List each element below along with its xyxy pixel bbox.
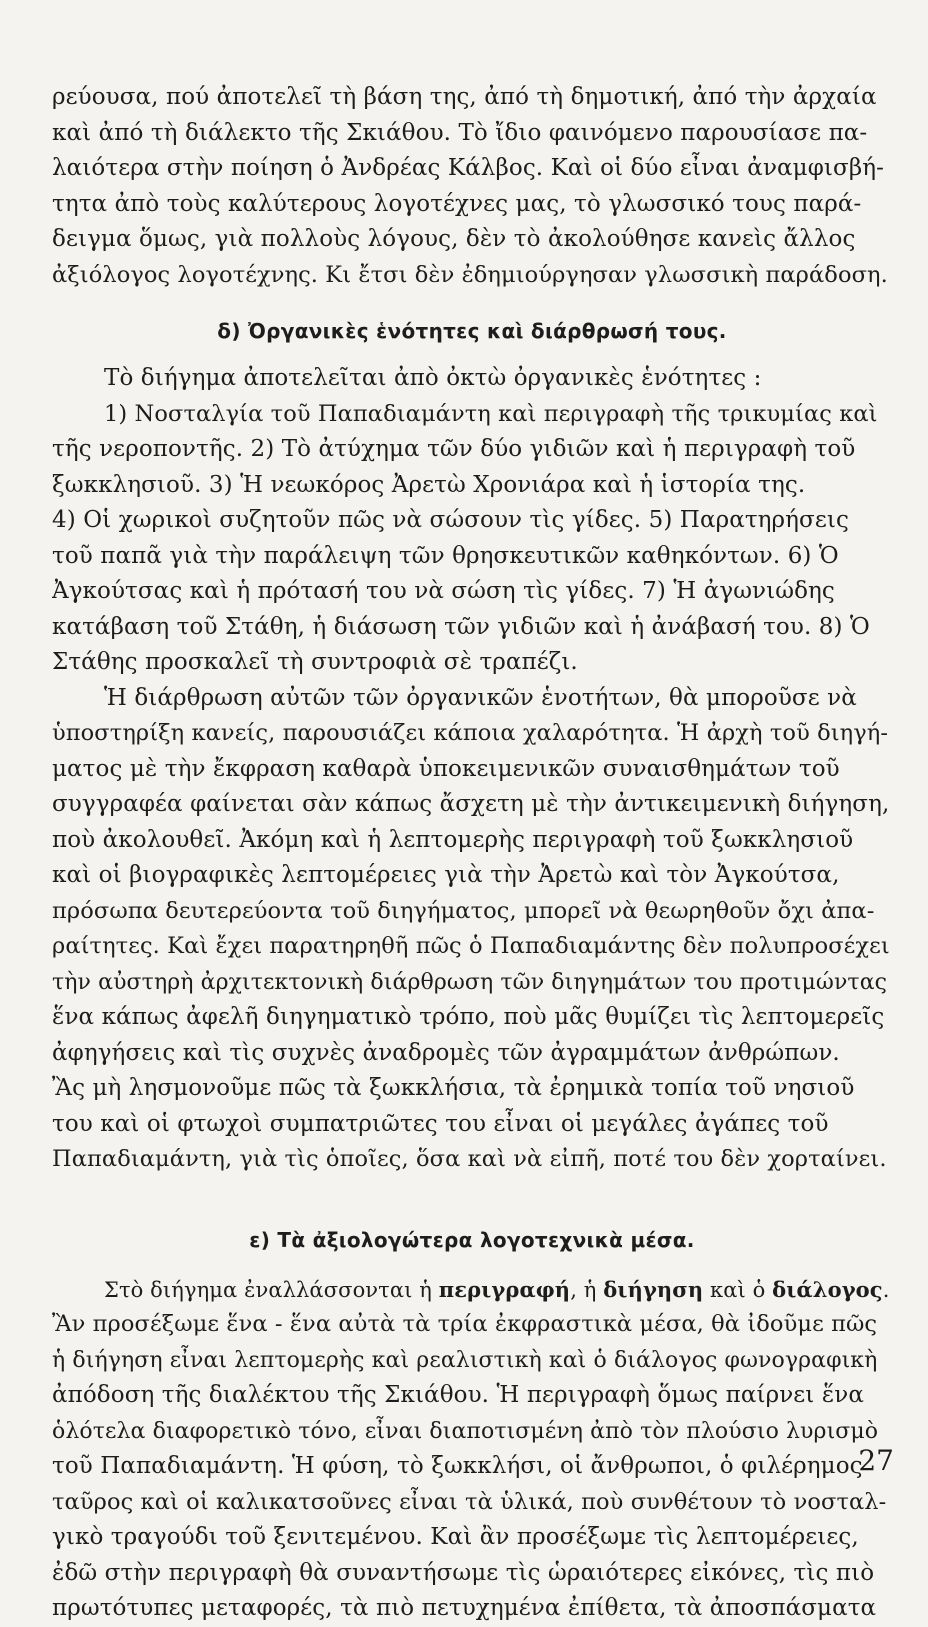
text-line: Ἡ διάρθρωση αὐτῶν τῶν ὀργανικῶν ἑνοτήτων, θὰ μποροῦσε νὰ <box>104 684 857 711</box>
text-line: Στάθης προσκαλεῖ τὴ συντροφιὰ σὲ τραπέζι. <box>52 649 578 675</box>
text-line: ἡ διήγηση εἶναι λεπτομερὴς καὶ ρεαλιστικὴ καὶ ὁ διάλογος φωνογραφικὴ <box>52 1347 878 1373</box>
text-line: Ἀγκούτσας καὶ ἡ πρότασή του νὰ σώση τὶς γίδες. 7) Ἡ ἀγωνιώδης <box>52 578 835 604</box>
text-line: ἀφηγήσεις καὶ τὶς συχνὲς ἀναδρομὲς τῶν ἀγραμμάτων ἀνθρώπων. <box>52 1039 840 1066</box>
bold-term: διήγηση <box>603 1276 704 1302</box>
text-line: ματος μὲ τὴν ἔκφραση καθαρὰ ὑποκειμενικῶν συναισθημάτων τοῦ <box>52 755 840 782</box>
text-line: λαιότερα στὴν ποίηση ὁ Ἀνδρέας Κάλβος. Καὶ οἱ δύο εἶναι ἀναμφισβή- <box>52 155 884 181</box>
bold-term: περιγραφή <box>438 1276 571 1302</box>
text-line: 1) Νοσταλγία τοῦ Παπαδιαμάντη καὶ περιγραφὴ τῆς τρικυμίας καὶ <box>104 400 878 427</box>
page-body <box>52 80 892 1627</box>
text-line: του καὶ οἱ φτωχοὶ συμπατριῶτες του εἶναι οἱ μεγάλες ἀγάπες τοῦ <box>52 1110 829 1137</box>
paragraph-1 <box>52 80 892 293</box>
text-line: ρεύουσα, πού ἀποτελεῖ τὴ βάση της, ἀπό τὴ δημοτική, ἀπό τὴν ἀρχαία <box>52 84 877 110</box>
text-line: κατάβαση τοῦ Στάθη, ἡ διάσωση τῶν γιδιῶν καὶ ἡ ἀνάβασή του. 8) Ὁ <box>52 613 870 640</box>
text-line: ἕνα κάπως ἀφελῆ διηγηματικὸ τρόπο, ποὺ μᾶς θυμίζει τὶς λεπτομερεῖς <box>52 1004 885 1030</box>
page-number: 27 <box>858 1444 894 1477</box>
text-line: πρόσωπα δευτερεύοντα τοῦ διηγήματος, μπορεῖ νὰ θεωρηθοῦν ὄχι ἀπα- <box>52 897 875 924</box>
text-line: τοῦ παπᾶ γιὰ τὴν παράλειψη τῶν θρησκευτικῶν καθηκόντων. 6) Ὁ <box>52 542 839 569</box>
bold-term: διάλογος <box>772 1276 883 1302</box>
text-span: καὶ ὁ <box>703 1277 773 1302</box>
text-line: ὁλότελα διαφορετικὸ τόνο, εἶναι διαποτισμένη ἀπὸ τὸν πλούσιο λυρισμὸ <box>52 1418 879 1444</box>
paragraph-2 <box>52 361 892 681</box>
text-line: Ἂς μὴ λησμονοῦμε πῶς τὰ ξωκκλήσια, τὰ ἐρημικὰ τοπία τοῦ νησιοῦ <box>52 1075 855 1101</box>
text-span: Στὸ διήγημα ἐναλλάσσονται ἡ <box>104 1277 439 1302</box>
text-line: καὶ ἀπό τὴ διάλεκτο τῆς Σκιάθου. Τὸ ἴδιο φαινόμενο παρουσίασε πα- <box>52 119 868 146</box>
text-line: ταῦρος καὶ οἱ καλικατσοῦνες εἶναι τὰ ὑλικά, ποὺ συνθέτουν τὸ νοσταλ- <box>52 1488 887 1515</box>
text-line <box>52 1272 892 1308</box>
text-line: γικὸ τραγούδι τοῦ ξενιτεμένου. Καὶ ἂν προσέξωμε τὶς λεπτομέρειες, <box>52 1524 859 1550</box>
text-line: ἀξιόλογος λογοτέχνης. Κι ἔτσι δὲν ἐδημιούργησαν γλωσσικὴ παράδοση. <box>52 261 888 288</box>
text-line: ἀπόδοση τῆς διαλέκτου τῆς Σκιάθου. Ἡ περιγραφὴ ὅμως παίρνει ἕνα <box>52 1382 864 1408</box>
text-line: ξωκκλησιοῦ. 3) Ἡ νεωκόρος Ἀρετὼ Χρονιάρα καὶ ἡ ἱστορία της. <box>52 471 806 498</box>
paragraph-4 <box>52 1272 892 1627</box>
text-line: συγγραφέα φαίνεται σὰν κάπως ἄσχετη μὲ τὴν ἀντικειμενικὴ διήγηση, <box>52 791 890 817</box>
text-line: τοῦ Παπαδιαμάντη. Ἡ φύση, τὸ ξωκκλήσι, οἱ ἄνθρωποι, ὁ φιλέρημος <box>52 1453 863 1479</box>
text-line: δειγμα ὅμως, γιὰ πολλοὺς λόγους, δὲν τὸ ἀκολούθησε κανεὶς ἄλλος <box>52 226 856 252</box>
text-span: , ἡ <box>570 1277 604 1302</box>
text-line: Τὸ διήγημα ἀποτελεῖται ἀπὸ ὀκτὼ ὀργανικὲς ἑνότητες : <box>104 365 762 391</box>
text-line: ὑποστηρίξη κανείς, παρουσιάζει κάποια χαλαρότητα. Ἡ ἀρχὴ τοῦ διηγή- <box>52 720 889 746</box>
text-line: ραίτητες. Καὶ ἔχει παρατηρηθῆ πῶς ὁ Παπαδιαμάντης δὲν πολυπροσέχει <box>52 933 890 959</box>
text-line: ἐδῶ στὴν περιγραφὴ θὰ συναντήσωμε τὶς ὡραιότερες εἰκόνες, τὶς πιὸ <box>52 1559 875 1586</box>
text-line: καὶ οἱ βιογραφικὲς λεπτομέρειες γιὰ τὴν Ἀρετὼ καὶ τὸν Ἀγκούτσα, <box>52 862 840 888</box>
text-line: Ἂν προσέξωμε ἕνα - ἕνα αὐτὰ τὰ τρία ἐκφραστικὰ μέσα, θὰ ἰδοῦμε πῶς <box>52 1311 878 1337</box>
section-heading-delta: δ) Ὀργανικὲς ἑνότητες καὶ διάρθρωσή τους. <box>217 319 727 343</box>
text-span: . <box>882 1277 890 1302</box>
section-heading-epsilon: ε) Τὰ ἀξιολογώτερα λογοτεχνικὰ μέσα. <box>249 1227 695 1252</box>
text-line: τὴν αὐστηρὴ ἀρχιτεκτονικὴ διάρθρωση τῶν διηγημάτων του προτιμώντας <box>52 969 888 995</box>
text-line: τητα ἀπὸ τοὺς καλύτερους λογοτέχνες μας, τὸ γλωσσικό τους παρά- <box>52 190 862 217</box>
text-line: πρωτότυπες μεταφορές, τὰ πιὸ πετυχημένα ἐπίθετα, τὰ ἀποσπάσματα <box>52 1595 877 1621</box>
text-line: ποὺ ἀκολουθεῖ. Ἀκόμη καὶ ἡ λεπτομερὴς περιγραφὴ τοῦ ξωκκλησιοῦ <box>52 826 854 853</box>
text-line: τῆς νεροποντῆς. 2) Τὸ ἀτύχημα τῶν δύο γιδιῶν καὶ ἡ περιγραφὴ τοῦ <box>52 436 856 462</box>
paragraph-3 <box>52 681 892 1178</box>
text-line: Παπαδιαμάντη, γιὰ τὶς ὁποῖες, ὅσα καὶ νὰ εἰπῆ, ποτέ του δὲν χορταίνει. <box>52 1146 887 1172</box>
text-line: 4) Οἱ χωρικοὶ συζητοῦν πῶς νὰ σώσουν τὶς γίδες. 5) Παρατηρήσεις <box>52 507 849 533</box>
